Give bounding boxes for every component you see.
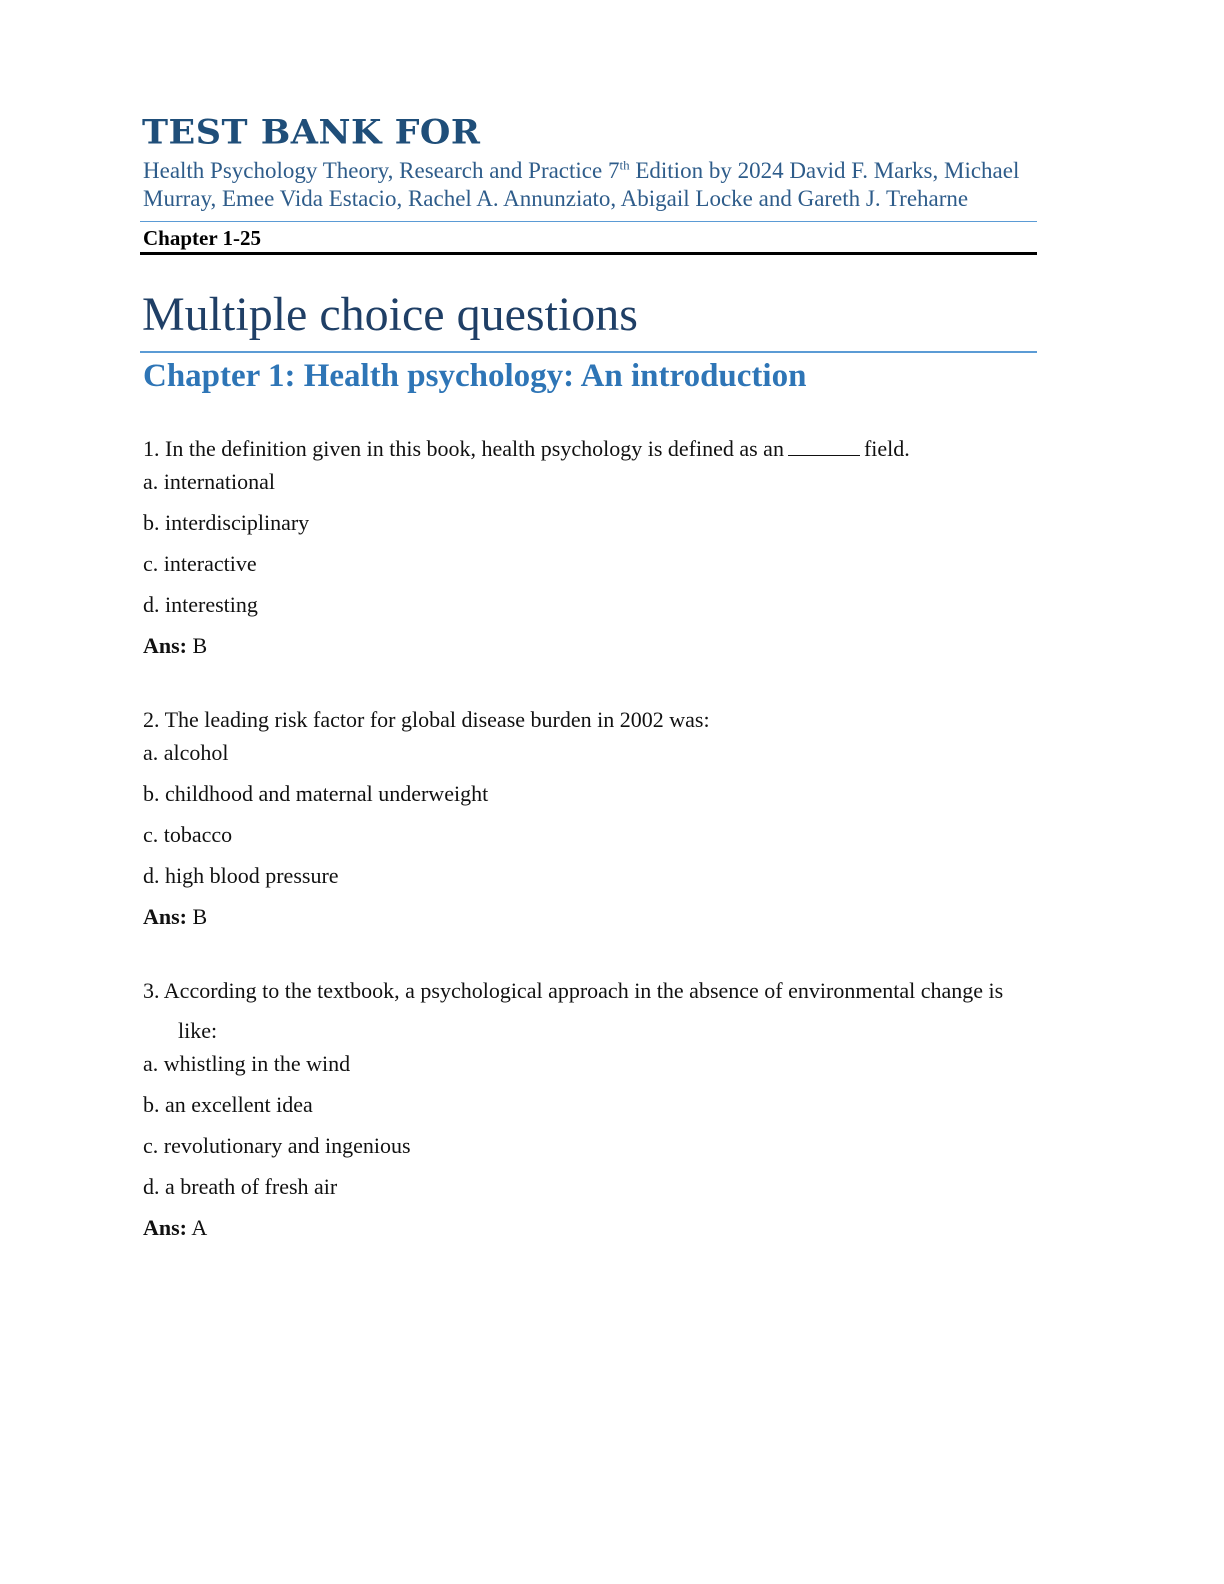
option-b: b. childhood and maternal underweight [143, 781, 489, 806]
question-text [143, 429, 1038, 469]
option-b: b. an excellent idea [143, 1092, 313, 1117]
answer-value: A [191, 1215, 208, 1240]
answer-label: Ans: [143, 904, 188, 929]
header-divider [140, 221, 1037, 222]
chapter-range: Chapter 1-25 [143, 226, 262, 250]
option-a: a. alcohol [143, 740, 229, 765]
option-d: d. interesting [143, 592, 258, 617]
edition-superscript: th [619, 157, 630, 173]
answer [143, 633, 1040, 659]
question-text-start: 1. In the definition given in this book, health psychology is defined as an [143, 436, 784, 461]
question-text: 2. The leading risk factor for global disease burden in 2002 was: [143, 707, 710, 732]
option-d: d. high blood pressure [143, 863, 339, 888]
question-text-end: field. [863, 436, 910, 461]
answer-value: B [192, 904, 208, 929]
question-text: 3. According to the textbook, a psychological approach in the absence of environmental change is like: [143, 978, 1004, 1043]
answer-label: Ans: [143, 633, 188, 658]
question-1 [140, 429, 1040, 659]
option-a: a. whistling in the wind [143, 1051, 351, 1076]
page-content [140, 112, 1040, 1282]
answer [143, 904, 1040, 930]
book-subtitle [143, 157, 1023, 213]
option-b: b. interdisciplinary [143, 510, 310, 535]
section-title: Multiple choice questions [142, 288, 638, 341]
option-c: c. tobacco [143, 822, 233, 847]
chapter-range-divider [140, 252, 1037, 255]
subtitle-title: Health Psychology Theory, Research and Practice 7 [143, 158, 620, 183]
test-bank-banner: TEST BANK FOR [142, 112, 481, 152]
answer [143, 1215, 1040, 1241]
question-list [140, 429, 1040, 1241]
answer-label: Ans: [143, 1215, 188, 1240]
question-3 [140, 971, 1040, 1241]
option-c: c. interactive [143, 551, 257, 576]
option-a: a. international [143, 469, 275, 494]
fill-in-blank [788, 437, 860, 456]
answer-value: B [192, 633, 208, 658]
option-d: d. a breath of fresh air [143, 1174, 338, 1199]
chapter-heading: Chapter 1: Health psychology: An introduction [143, 358, 807, 394]
option-c: c. revolutionary and ingenious [143, 1133, 411, 1158]
question-2 [140, 700, 1040, 930]
section-divider [140, 351, 1037, 353]
subtitle-authors: Edition by 2024 David F. Marks, Michael Murray, Emee Vida Estacio, Rachel A. Annunziato, Abigail Locke and Gareth J. Treharne [143, 158, 1020, 211]
